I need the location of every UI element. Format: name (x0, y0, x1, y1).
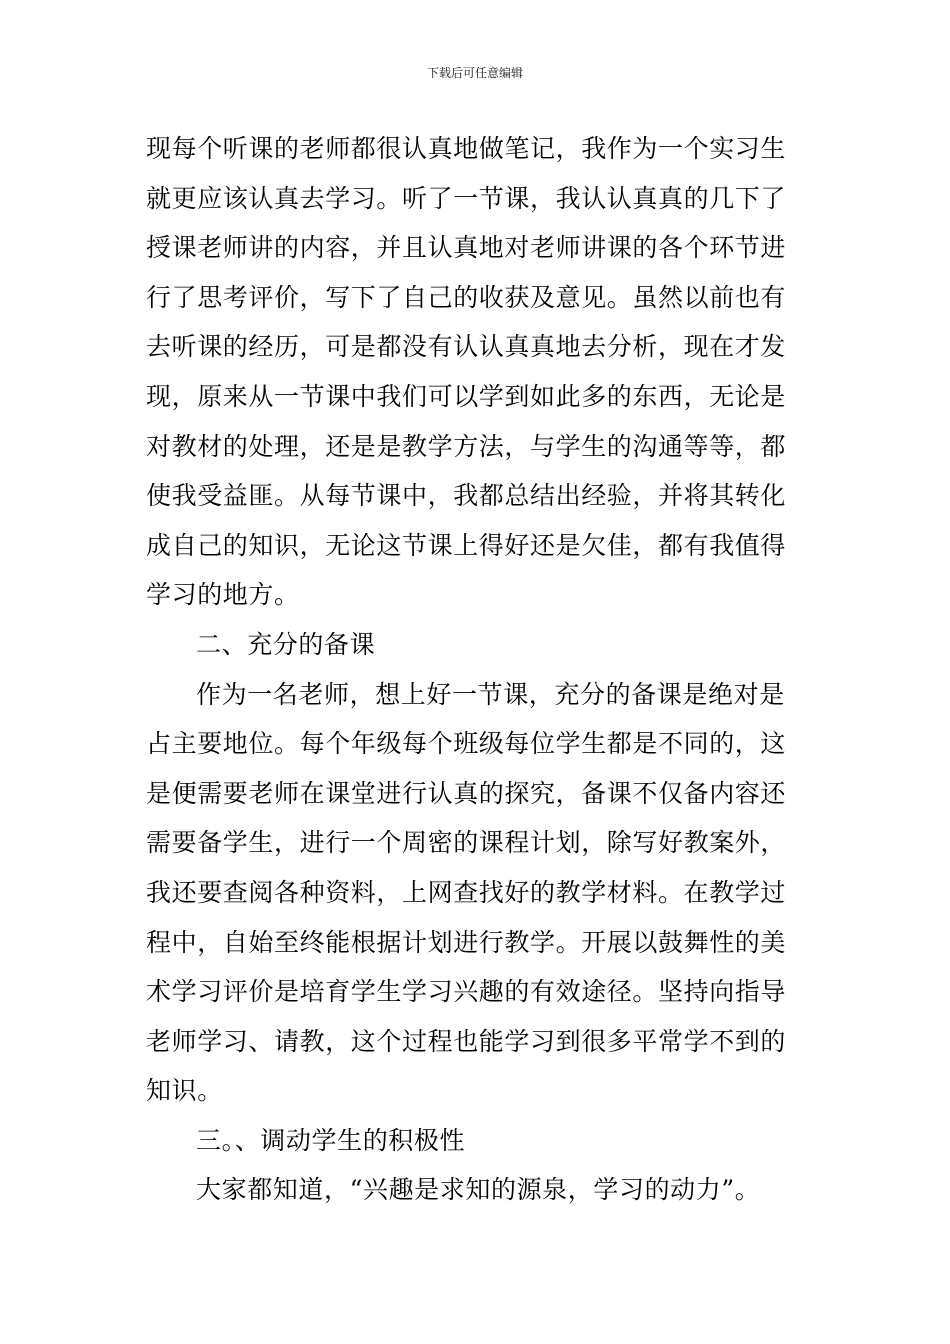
section-heading: 三。、调动学生的积极性 (196, 1125, 466, 1155)
text-line: 程中，自始至终能根据计划进行教学。开展以鼓舞性的美 (146, 927, 787, 957)
text-line: 现，原来从一节课中我们可以学到如此多的东西，无论是 (146, 381, 787, 411)
page-header: 下载后可任意编辑 (426, 66, 523, 80)
text-line: 对教材的处理，还是是教学方法，与学生的沟通等等，都 (146, 431, 787, 461)
text-line: 术学习评价是培育学生学习兴趣的有效途径。坚持向指导 (146, 977, 787, 1007)
text-line: 去听课的经历，可是都没有认认真真地去分析，现在才发 (146, 332, 787, 362)
text-line: 需要备学生，进行一个周密的课程计划，除写好教案外， (146, 828, 787, 858)
text-line: 我还要查阅各种资料，上网查找好的教学材料。在教学过 (146, 877, 787, 907)
text-line: 成自己的知识，无论这节课上得好还是欠佳，都有我值得 (146, 530, 787, 560)
text-line: 作为一名老师，想上好一节课，充分的备课是绝对是 (196, 679, 785, 709)
text-line: 授课老师讲的内容，并且认真地对老师讲课的各个环节进 (146, 233, 787, 263)
text-line: 知识。 (146, 1076, 223, 1106)
text-line: 行了思考评价，写下了自己的收获及意见。虽然以前也有 (146, 282, 787, 312)
document-body (146, 124, 808, 1215)
text-line: 使我受益匪。从每节课中，我都总结出经验，并将其转化 (146, 481, 787, 511)
text-line: 大家都知道，“兴趣是求知的源泉，学习的动力”。 (196, 1175, 761, 1205)
text-line: 老师学习、请教，这个过程也能学习到很多平常学不到的 (146, 1026, 787, 1056)
section-heading: 二、充分的备课 (196, 629, 376, 659)
text-line: 占主要地位。每个年级每个班级每位学生都是不同的，这 (146, 729, 787, 759)
text-line: 就更应该认真去学习。听了一节课，我认认真真的几下了 (146, 183, 787, 213)
text-line: 学习的地方。 (146, 580, 300, 610)
text-line: 是便需要老师在课堂进行认真的探究，备课不仅备内容还 (146, 778, 787, 808)
text-line: 现每个听课的老师都很认真地做笔记，我作为一个实习生 (146, 134, 787, 163)
